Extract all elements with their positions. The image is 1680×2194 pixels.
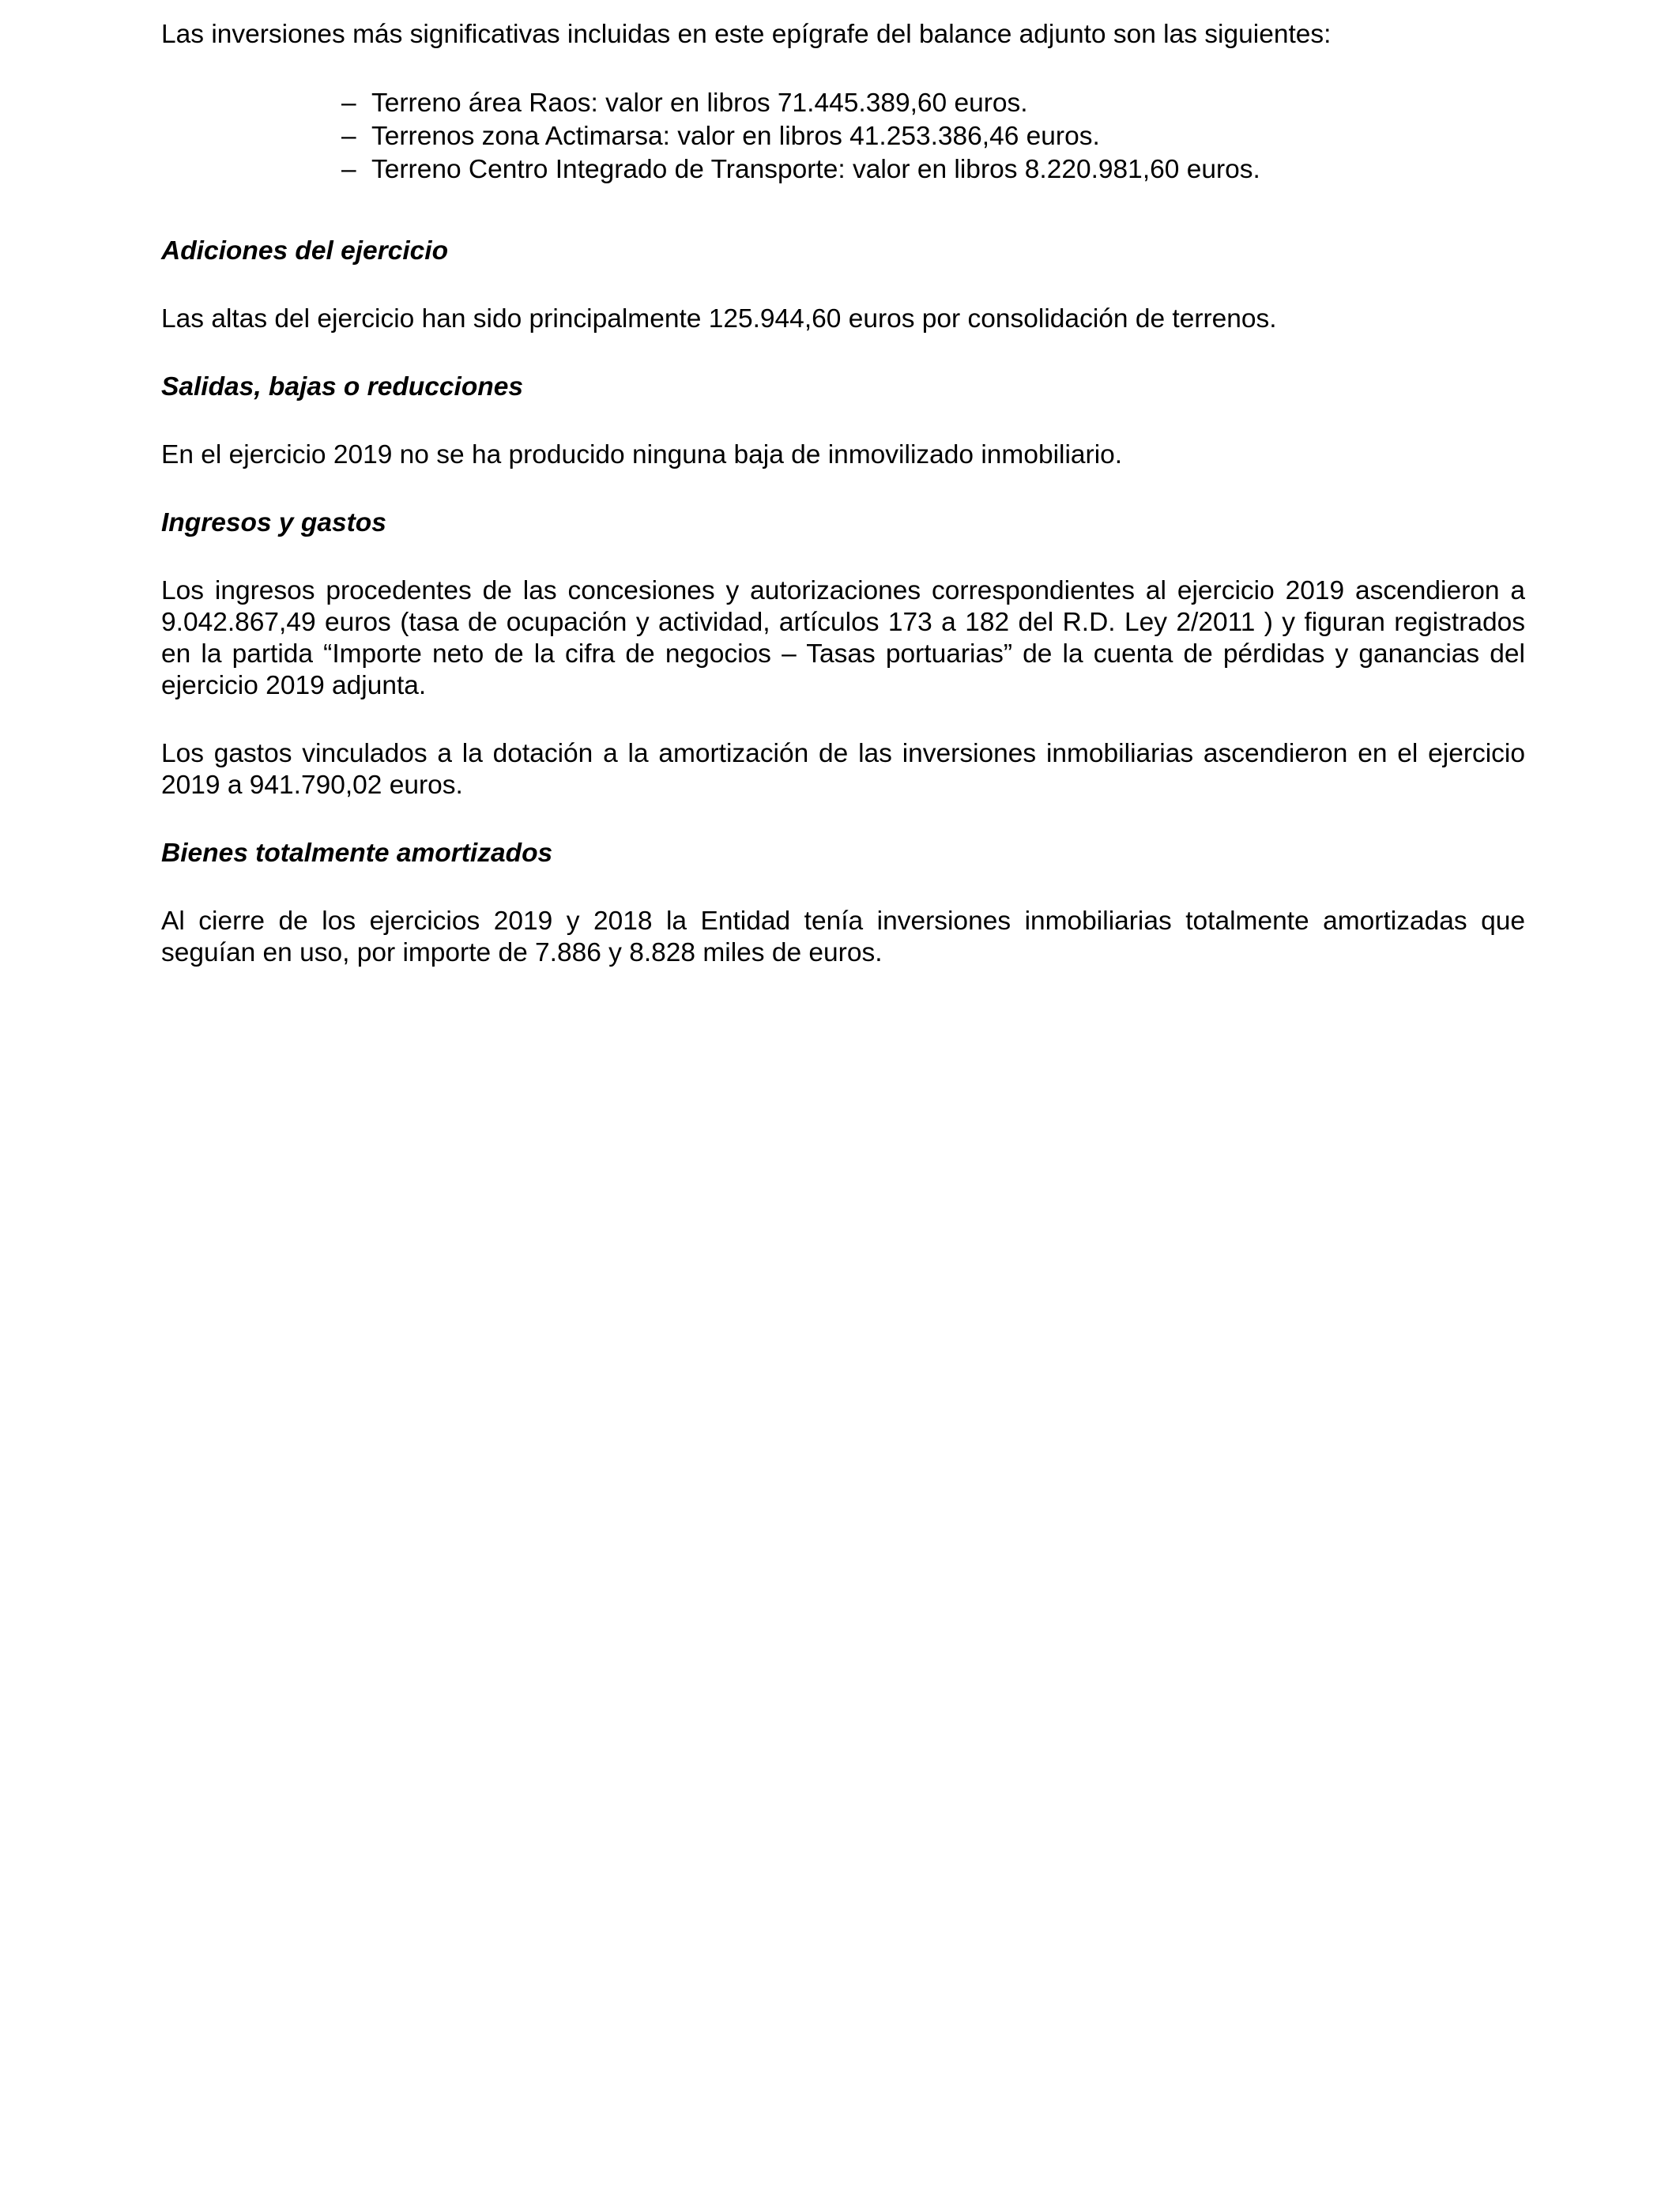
section-heading-salidas: Salidas, bajas o reducciones xyxy=(161,372,524,401)
dash-bullet: – xyxy=(341,155,356,184)
list-item-text: Terreno área Raos: valor en libros 71.445.389,60 euros. xyxy=(371,89,1028,118)
dash-bullet: – xyxy=(341,122,356,151)
dash-bullet: – xyxy=(341,89,356,118)
list-item-text: Terreno Centro Integrado de Transporte: valor en libros 8.220.981,60 euros. xyxy=(371,155,1260,184)
list-item xyxy=(341,120,1525,153)
section-heading-adiciones: Adiciones del ejercicio xyxy=(161,236,449,266)
bienes-paragraph: Al cierre de los ejercicios 2019 y 2018 la Entidad tenía inversiones inmobiliarias totalmente amortizadas que seguían en uso, por importe de 7.886 y 8.828 miles de euros. xyxy=(161,907,1525,967)
adiciones-paragraph: Las altas del ejercicio han sido principalmente 125.944,60 euros por consolidación de terrenos. xyxy=(161,304,1277,334)
investments-list xyxy=(161,87,1525,187)
list-item-text: Terrenos zona Actimarsa: valor en libros 41.253.386,46 euros. xyxy=(371,122,1100,151)
section-heading-ingresos: Ingresos y gastos xyxy=(161,508,386,537)
list-item xyxy=(341,87,1525,120)
intro-paragraph: Las inversiones más significativas incluidas en este epígrafe del balance adjunto son las siguientes: xyxy=(161,20,1332,49)
salidas-paragraph: En el ejercicio 2019 no se ha producido ninguna baja de inmovilizado inmobiliario. xyxy=(161,440,1123,469)
gastos-paragraph: Los gastos vinculados a la dotación a la amortización de las inversiones inmobiliarias ascendieron en el ejercicio 2019 a 941.790,02 euros. xyxy=(161,739,1525,800)
document-body xyxy=(161,19,1525,1005)
ingresos-paragraph: Los ingresos procedentes de las concesiones y autorizaciones correspondientes al ejercicio 2019 ascendieron a 9.042.867,49 euros (tasa de ocupación y actividad, artículos 173 a 182 del R.D. Ley 2/2011 ) y figuran registrados en la partida “Importe neto de la cifra de negocios – Tasas portuarias” de la cuenta de pérdidas y ganancias del ejercicio 2019 adjunta. xyxy=(161,576,1525,700)
list-item xyxy=(341,153,1525,187)
section-heading-bienes: Bienes totalmente amortizados xyxy=(161,839,553,868)
